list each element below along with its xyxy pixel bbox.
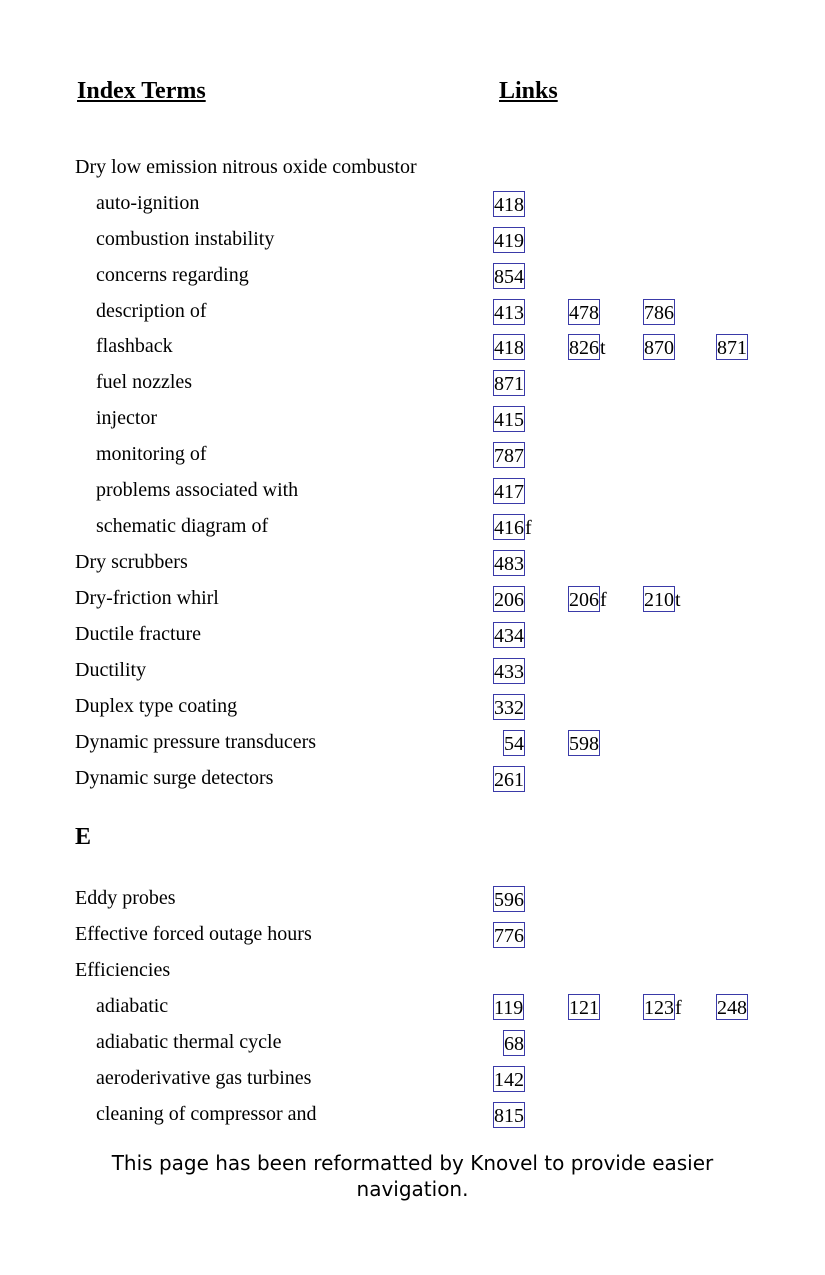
page-link-number[interactable]: 54 bbox=[503, 730, 525, 756]
index-term: Ductile fracture bbox=[75, 623, 202, 645]
index-term: Dry-friction whirl bbox=[75, 587, 219, 609]
index-term: Dynamic surge detectors bbox=[75, 767, 274, 789]
index-entry bbox=[0, 691, 825, 721]
knovel-footer-note bbox=[0, 1150, 825, 1202]
page-link-number[interactable]: 786 bbox=[643, 299, 675, 325]
page-link[interactable] bbox=[493, 1066, 525, 1092]
page-link[interactable] bbox=[503, 730, 525, 756]
index-entry bbox=[0, 511, 825, 541]
index-entry bbox=[0, 655, 825, 685]
index-entry bbox=[0, 727, 825, 757]
page-link[interactable] bbox=[493, 299, 525, 325]
index-term: Ductility bbox=[75, 659, 147, 681]
page-link[interactable] bbox=[493, 550, 525, 576]
index-entry bbox=[0, 403, 825, 433]
index-term: Eddy probes bbox=[75, 887, 176, 909]
section-letter-heading: E bbox=[75, 824, 92, 850]
index-entry bbox=[0, 547, 825, 577]
page-link[interactable] bbox=[643, 994, 682, 1020]
index-subterm: adiabatic thermal cycle bbox=[96, 1031, 282, 1053]
page-link-number[interactable]: 119 bbox=[493, 994, 524, 1020]
index-entry bbox=[0, 583, 825, 613]
page-link-number[interactable]: 418 bbox=[493, 334, 525, 360]
page-link[interactable] bbox=[493, 766, 525, 792]
index-entry bbox=[0, 991, 825, 1021]
page-link-number[interactable]: 121 bbox=[568, 994, 600, 1020]
footer-line-1: This page has been reformatted by Knovel to provide easier bbox=[111, 1151, 714, 1175]
index-entry bbox=[0, 475, 825, 505]
index-term: Efficiencies bbox=[75, 959, 171, 981]
page-link-number[interactable]: 478 bbox=[568, 299, 600, 325]
links-heading: Links bbox=[499, 78, 558, 104]
page-link-number[interactable]: 419 bbox=[493, 227, 525, 253]
index-subterm: flashback bbox=[96, 335, 173, 357]
page-link[interactable] bbox=[493, 334, 525, 360]
index-entry bbox=[0, 1099, 825, 1129]
page-link[interactable] bbox=[716, 334, 748, 360]
page-link[interactable] bbox=[493, 442, 525, 468]
index-subterm: description of bbox=[96, 300, 207, 322]
index-entry bbox=[0, 152, 825, 182]
index-entry bbox=[0, 955, 825, 985]
page-link[interactable] bbox=[568, 299, 600, 325]
page-link-number[interactable]: 261 bbox=[493, 766, 525, 792]
page-link[interactable] bbox=[568, 730, 600, 756]
index-entry bbox=[0, 439, 825, 469]
index-entry bbox=[0, 1063, 825, 1093]
page-link[interactable] bbox=[493, 622, 525, 648]
page-link-suffix: t bbox=[675, 589, 681, 611]
index-entry bbox=[0, 260, 825, 290]
index-entry bbox=[0, 763, 825, 793]
index-subterm: aeroderivative gas turbines bbox=[96, 1067, 312, 1089]
page-link-number[interactable]: 332 bbox=[493, 694, 525, 720]
page-link-number[interactable]: 416 bbox=[493, 514, 525, 540]
index-subterm: combustion instability bbox=[96, 228, 275, 250]
page-link-suffix: f bbox=[525, 517, 532, 539]
page-link[interactable] bbox=[493, 586, 525, 612]
page-link-number[interactable]: 68 bbox=[503, 1030, 525, 1056]
page-link-number[interactable]: 206 bbox=[568, 586, 600, 612]
index-subterm: injector bbox=[96, 407, 158, 429]
page-link[interactable] bbox=[493, 227, 525, 253]
page-link-number[interactable]: 483 bbox=[493, 550, 525, 576]
page-link-number[interactable]: 434 bbox=[493, 622, 525, 648]
index-subterm: adiabatic bbox=[96, 995, 169, 1017]
index-entry bbox=[0, 224, 825, 254]
page-link-number[interactable]: 598 bbox=[568, 730, 600, 756]
page-link[interactable] bbox=[493, 994, 524, 1020]
index-entry bbox=[0, 296, 825, 326]
page-link[interactable] bbox=[493, 694, 525, 720]
page-link-number[interactable]: 142 bbox=[493, 1066, 525, 1092]
page-link-number[interactable]: 433 bbox=[493, 658, 525, 684]
page-link-number[interactable]: 417 bbox=[493, 478, 525, 504]
page-link-number[interactable]: 787 bbox=[493, 442, 525, 468]
page-link[interactable] bbox=[493, 658, 525, 684]
index-subterm: schematic diagram of bbox=[96, 515, 269, 537]
page-link[interactable] bbox=[493, 886, 525, 912]
page-link[interactable] bbox=[503, 1030, 525, 1056]
index-term: Dry low emission nitrous oxide combustor bbox=[75, 156, 417, 178]
page-link-number[interactable]: 123 bbox=[643, 994, 675, 1020]
page-link[interactable] bbox=[568, 334, 606, 360]
page-link-number[interactable]: 854 bbox=[493, 263, 525, 289]
page-link[interactable] bbox=[493, 922, 525, 948]
page-link[interactable] bbox=[643, 334, 675, 360]
index-entry bbox=[0, 619, 825, 649]
index-subterm: cleaning of compressor and bbox=[96, 1103, 317, 1125]
footer-line-2: navigation. bbox=[356, 1177, 469, 1201]
page-link-number[interactable]: 870 bbox=[643, 334, 675, 360]
page-link-number[interactable]: 871 bbox=[493, 370, 525, 396]
page-link-number[interactable]: 418 bbox=[493, 191, 525, 217]
page-link-suffix: f bbox=[675, 997, 682, 1019]
page-link[interactable] bbox=[493, 263, 525, 289]
index-entry bbox=[0, 919, 825, 949]
page-link[interactable] bbox=[493, 514, 532, 540]
page-link-number[interactable]: 776 bbox=[493, 922, 525, 948]
page-link[interactable] bbox=[493, 478, 525, 504]
index-term: Effective forced outage hours bbox=[75, 923, 312, 945]
index-subterm: auto-ignition bbox=[96, 192, 200, 214]
page-link[interactable] bbox=[493, 406, 525, 432]
page-link-number[interactable]: 815 bbox=[493, 1102, 525, 1128]
index-term: Dry scrubbers bbox=[75, 551, 188, 573]
page-link-number[interactable]: 248 bbox=[716, 994, 748, 1020]
index-entry bbox=[0, 1027, 825, 1057]
index-entry bbox=[0, 883, 825, 913]
page-link-number[interactable]: 596 bbox=[493, 886, 525, 912]
page-link[interactable] bbox=[568, 586, 607, 612]
index-entry bbox=[0, 367, 825, 397]
page-link-suffix: f bbox=[600, 589, 607, 611]
page-link[interactable] bbox=[493, 191, 525, 217]
index-entry bbox=[0, 188, 825, 218]
index-term: Dynamic pressure transducers bbox=[75, 731, 317, 753]
index-subterm: concerns regarding bbox=[96, 264, 249, 286]
index-terms-heading: Index Terms bbox=[77, 78, 206, 104]
page-link-number[interactable]: 415 bbox=[493, 406, 525, 432]
index-entry bbox=[0, 331, 825, 361]
page-link-number[interactable]: 871 bbox=[716, 334, 748, 360]
page-link[interactable] bbox=[643, 586, 681, 612]
page-link[interactable] bbox=[568, 994, 600, 1020]
page-link[interactable] bbox=[716, 994, 748, 1020]
page-link[interactable] bbox=[643, 299, 675, 325]
index-subterm: fuel nozzles bbox=[96, 371, 193, 393]
page-link-number[interactable]: 210 bbox=[643, 586, 675, 612]
page-link-number[interactable]: 826 bbox=[568, 334, 600, 360]
index-subterm: problems associated with bbox=[96, 479, 299, 501]
index-term: Duplex type coating bbox=[75, 695, 238, 717]
page-link-suffix: t bbox=[600, 337, 606, 359]
page-link-number[interactable]: 413 bbox=[493, 299, 525, 325]
page-link[interactable] bbox=[493, 1102, 525, 1128]
page-link[interactable] bbox=[493, 370, 525, 396]
page-link-number[interactable]: 206 bbox=[493, 586, 525, 612]
index-subterm: monitoring of bbox=[96, 443, 207, 465]
